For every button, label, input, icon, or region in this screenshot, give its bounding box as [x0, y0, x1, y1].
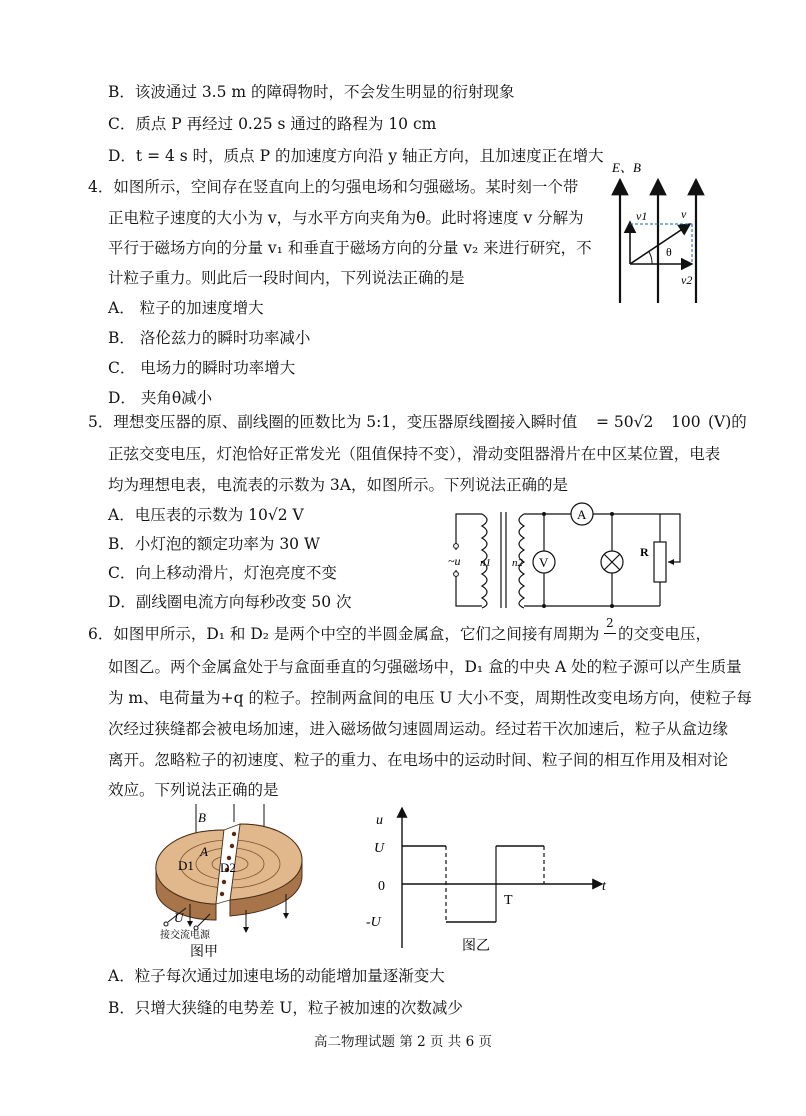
cyclotron-label-a: A — [200, 844, 208, 859]
q6-fraction-num: 2 — [606, 616, 614, 630]
q6-stem-line-2: 如图乙。两个金属盒处于与盒面垂直的匀强磁场中，D₁ 盒的中央 A 处的粒子源可以产生质量 — [108, 658, 742, 676]
cyclotron-caption: 图甲 — [190, 945, 218, 960]
q5-stem-line-3: 均为理想电表，电流表的示数为 3A，如图所示。下列说法正确的是 — [108, 476, 568, 494]
q5-label-voltmeter: V — [539, 555, 549, 570]
wave-label-zero: 0 — [378, 879, 385, 894]
q5-option-c: C．向上移动滑片，灯泡亮度不变 — [108, 564, 337, 582]
wave-caption: 图乙 — [462, 939, 490, 954]
q4-option-c: C． 电场力的瞬时功率增大 — [108, 359, 296, 377]
q4-stem-line-1: 4．如图所示，空间存在竖直向上的匀强电场和匀强磁场。某时刻一个带 — [88, 178, 579, 196]
q5-formula-eq: = 50√2 — [596, 413, 654, 431]
q5-label-source: ~u — [448, 554, 461, 568]
wave-label-negU: -U — [366, 915, 381, 930]
q3-option-c: C．质点 P 再经过 0.25 s 通过的路程为 10 cm — [108, 115, 437, 133]
q3-option-b: B．该波通过 3.5 m 的障碍物时，不会发生明显的衍射现象 — [108, 83, 515, 101]
q5-label-n1: n1 — [480, 557, 491, 569]
q5-option-a: A．电压表的示数为 10√2 V — [108, 506, 304, 524]
q4-option-a: A． 粒子的加速度增大 — [108, 299, 264, 317]
page-footer: 高二物理试题 第 2 页 共 6 页 — [314, 1034, 492, 1050]
q4-option-d: D． 夹角θ减小 — [108, 389, 213, 407]
square-wave-figure — [362, 800, 622, 960]
wave-label-T: T — [504, 893, 513, 908]
q6-stem-first: 6．如图甲所示，D₁ 和 D₂ 是两个中空的半圆金属盒，它们之间接有周期为 — [88, 625, 600, 643]
cyclotron-figure — [146, 804, 312, 962]
q4-label-v1: v1 — [636, 209, 648, 223]
wave-label-t-axis: t — [602, 879, 606, 894]
q6-option-a: A．粒子每次通过加速电场的动能增加量逐渐变大 — [108, 967, 445, 985]
q5-option-d: D．副线圈电流方向每秒改变 50 次 — [108, 593, 352, 611]
v-vector — [630, 224, 690, 264]
q4-field-figure — [596, 158, 718, 306]
q5-label-resistor: R — [640, 545, 649, 559]
q6-stem-line-6: 效应。下列说法正确的是 — [108, 781, 279, 799]
q4-stem-line-4: 计粒子重力。则此后一段时间内，下列说法正确的是 — [108, 269, 465, 287]
q6-stem-first-tail: 的交变电压， — [618, 625, 712, 643]
cyclotron-label-d1: D1 — [178, 858, 194, 873]
q5-stem-line-1: 5．理想变压器的原、副线圈的匝数比为 5:1，变压器原线圈接入瞬时值 — [88, 413, 578, 431]
q4-label-theta: θ — [666, 245, 672, 259]
q3-option-d: D．t = 4 s 时，质点 P 的加速度方向沿 y 轴正方向，且加速度正在增大 — [108, 147, 604, 165]
q6-fraction-bar — [604, 633, 616, 634]
cyclotron-label-b: B — [198, 810, 206, 825]
rheostat — [654, 542, 666, 582]
q4-stem-line-3: 平行于磁场方向的分量 v₁ 和垂直于磁场方向的分量 v₂ 来进行研究，不 — [108, 239, 592, 257]
q5-option-b: B．小灯泡的额定功率为 30 W — [108, 535, 320, 553]
q5-stem-line-2: 正弦交变电压，灯泡恰好正常发光（阻值保持不变），滑动变阻器滑片在中区某位置，电表 — [108, 445, 721, 463]
q5-label-ammeter: A — [577, 507, 587, 522]
cyclotron-caption-small: 接交流电源 — [160, 930, 210, 941]
q6-stem-line-4: 次经过狭缝都会被电场加速，进入磁场做匀速圆周运动。经过若干次加速后，粒子从盒边缘 — [108, 720, 729, 738]
theta-arc — [649, 252, 652, 264]
q4-option-b: B． 洛伦兹力的瞬时功率减小 — [108, 329, 311, 347]
q5-formula-unit: (V)的 — [708, 413, 747, 431]
q5-label-n2: n2 — [512, 557, 523, 569]
q6-option-b: B．只增大狭缝的电势差 U，粒子被加速的次数减少 — [108, 999, 463, 1017]
q4-label-v2: v2 — [681, 273, 693, 287]
wave-label-u-axis: u — [376, 813, 383, 828]
cyclotron-label-d2: D2 — [220, 860, 236, 875]
q6-stem-line-3: 为 m、电荷量为+q 的粒子。控制两盒间的电压 U 大小不变，周期性改变电场方向，使粒子每 — [108, 689, 752, 707]
q6-stem-line-5: 离开。忽略粒子的初速度、粒子的重力、在电场中的运动时间、粒子间的相互作用及相对论 — [108, 751, 729, 769]
q5-circuit-figure — [446, 500, 692, 612]
q5-formula-hundred: 100 — [671, 413, 701, 431]
q4-label-v: v — [681, 207, 687, 221]
cyclotron-label-u: U — [174, 910, 184, 925]
wave-label-U: U — [374, 841, 385, 856]
q4-label-eb: E、B — [612, 160, 641, 175]
q4-stem-line-2: 正电粒子速度的大小为 v，与水平方向夹角为θ。此时将速度 v 分解为 — [108, 209, 584, 227]
